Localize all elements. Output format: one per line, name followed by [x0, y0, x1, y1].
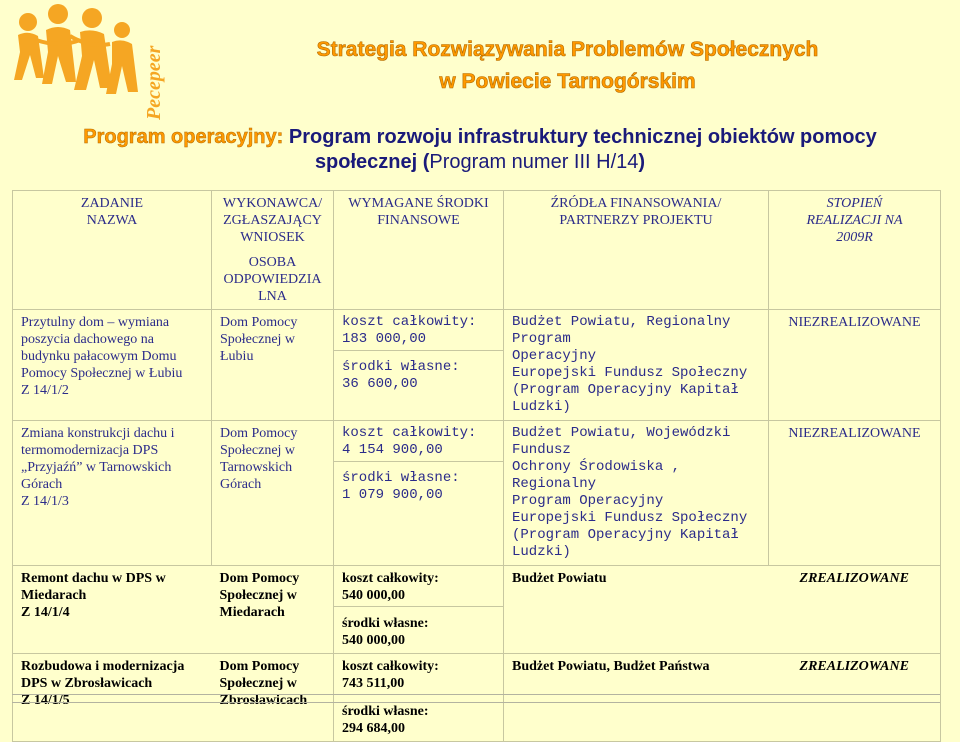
table-row: [13, 566, 941, 654]
status-cell: ZREALIZOWANE: [769, 654, 941, 742]
header-status: STOPIEŃ REALIZACJI NA 2009R: [769, 191, 941, 251]
task-cell: Remont dachu w DPS w Miedarach Z 14/1/4: [13, 566, 212, 654]
sources-cell: Budżet Powiatu, Wojewódzki Fundusz Ochrony Środowiska , Regionalny Program Operacyjny Europejski Fundusz Społeczny (Program Operacyjny Kapitał Ludzki): [504, 421, 769, 566]
logo-brand-text: Pecepeer: [143, 45, 165, 120]
funds-cell: koszt całkowity: 540 000,00 środki własne: 540 000,00: [334, 566, 504, 654]
program-line2-c: ): [638, 151, 646, 173]
funds-cell: koszt całkowity: 183 000,00 środki własne: 36 600,00: [334, 310, 504, 421]
sources-cell: Budżet Powiatu: [504, 566, 769, 654]
header-contractor: WYKONAWCA/ ZGŁASZAJĄCY WNIOSEK: [212, 191, 334, 251]
header-task: ZADANIE NAZWA: [13, 191, 212, 251]
program-heading: [40, 125, 920, 175]
contractor-cell: Dom Pomocy Społecznej w Zbrosławicach: [212, 654, 334, 742]
status-cell: ZREALIZOWANE: [769, 566, 941, 654]
contractor-cell: Dom Pomocy Społecznej w Tarnowskich Górach: [212, 421, 334, 566]
program-label: Program operacyjny:: [83, 126, 284, 148]
program-text: Program rozwoju infrastruktury technicznej obiektów pomocy: [283, 126, 877, 148]
header-title-line1: Strategia Rozwiązywania Problemów Społecznych: [316, 38, 819, 61]
header-title-line2: w Powiecie Tarnogórskim: [439, 70, 696, 93]
contractor-cell: Dom Pomocy Społecznej w Łubiu: [212, 310, 334, 421]
bottom-divider: [12, 694, 940, 695]
contractor-cell: Dom Pomocy Społecznej w Miedarach: [212, 566, 334, 654]
funds-cell: koszt całkowity: 4 154 900,00 środki własne: 1 079 900,00: [334, 421, 504, 566]
funds-cell: koszt całkowity: 743 511,00 środki własne: 294 684,00: [334, 654, 504, 742]
status-cell: NIEZREALIZOWANE: [769, 310, 941, 421]
tasks-table: [12, 190, 941, 742]
program-number: Program numer III H/14: [429, 151, 639, 173]
table-row: [13, 421, 941, 566]
bottom-divider-2: [12, 702, 940, 703]
table-row: [13, 654, 941, 742]
task-cell: Zmiana konstrukcji dachu i termomodernizacja DPS „Przyjaźń” w Tarnowskich Górach Z 14/1/3: [13, 421, 212, 566]
header-funds: WYMAGANE ŚRODKI FINANSOWE: [334, 191, 504, 251]
table-header-row: [13, 191, 941, 251]
header-responsible: OSOBA ODPOWIEDZIA LNA: [212, 250, 334, 310]
header-sources: ŹRÓDŁA FINANSOWANIA/ PARTNERZY PROJEKTU: [504, 191, 769, 251]
task-cell: Rozbudowa i modernizacja DPS w Zbrosławicach Z 14/1/5: [13, 654, 212, 742]
task-cell: Przytulny dom – wymiana poszycia dachowego na budynku pałacowym Domu Pomocy Społecznej w Łubiu Z 14/1/2: [13, 310, 212, 421]
sources-cell: Budżet Powiatu, Regionalny Program Operacyjny Europejski Fundusz Społeczny (Program Operacyjny Kapitał Ludzki): [504, 310, 769, 421]
table-header-row-2: [13, 250, 941, 310]
table-row: [13, 310, 941, 421]
status-cell: NIEZREALIZOWANE: [769, 421, 941, 566]
program-line2-a: społecznej (: [314, 151, 430, 173]
sources-cell: Budżet Powiatu, Budżet Państwa: [504, 654, 769, 742]
pecepeer-logo: [0, 0, 172, 130]
